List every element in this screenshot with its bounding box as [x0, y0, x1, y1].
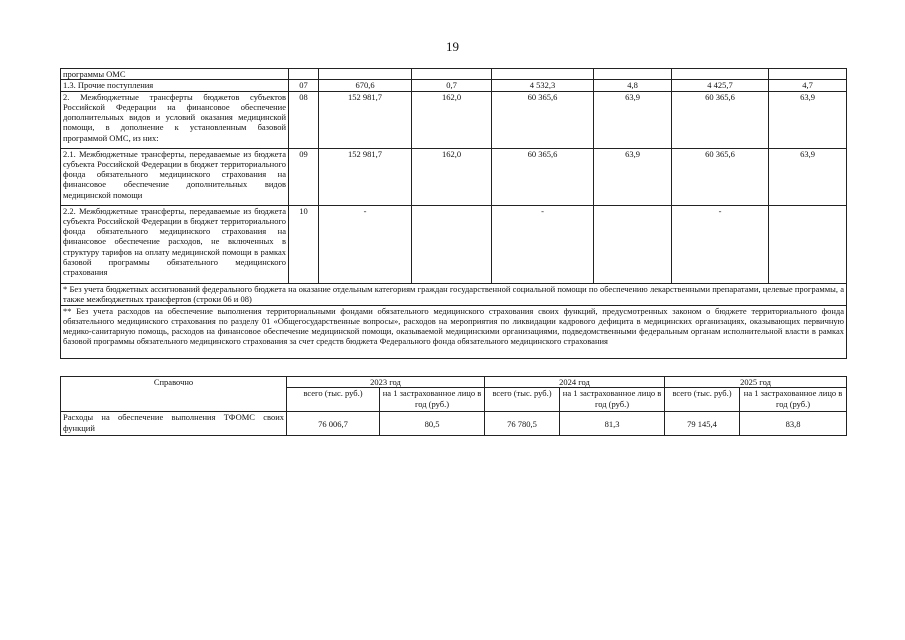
- value-cell: 152 981,7: [319, 91, 412, 148]
- value-cell: [319, 69, 412, 80]
- value-cell: [769, 69, 847, 80]
- value-cell: 79 145,4: [665, 412, 740, 436]
- row-label: 2. Межбюджетные трансферты бюджетов субъектов Российской Федерации на финансовое обеспечение дополнительных видов и условий оказания медицинской помощи, в дополнение к установленным базовой программой ОМС, из них:: [61, 91, 289, 148]
- column-header: всего (тыс. руб.): [665, 388, 740, 412]
- table-header-row: [61, 377, 847, 388]
- value-cell: -: [492, 205, 594, 283]
- value-cell: 60 365,6: [492, 148, 594, 205]
- row-label: Расходы на обеспечение выполнения ТФОМС своих функций: [61, 412, 287, 436]
- value-cell: 60 365,6: [492, 91, 594, 148]
- value-cell: [672, 69, 769, 80]
- table-row: [61, 91, 847, 148]
- footnote-row: [61, 283, 847, 305]
- column-header: всего (тыс. руб.): [485, 388, 560, 412]
- row-code: 08: [289, 91, 319, 148]
- value-cell: [594, 205, 672, 283]
- table-row: [61, 148, 847, 205]
- value-cell: 60 365,6: [672, 148, 769, 205]
- value-cell: -: [672, 205, 769, 283]
- value-cell: 60 365,6: [672, 91, 769, 148]
- value-cell: [594, 69, 672, 80]
- value-cell: 80,5: [380, 412, 485, 436]
- value-cell: [769, 205, 847, 283]
- reference-table: [60, 376, 847, 436]
- value-cell: 4 532,3: [492, 80, 594, 91]
- column-header: на 1 застрахованное лицо в год (руб.): [380, 388, 485, 412]
- page-number: 19: [446, 39, 459, 54]
- value-cell: -: [319, 205, 412, 283]
- row-code: [289, 69, 319, 80]
- reference-label: Справочно: [61, 377, 287, 412]
- value-cell: [412, 205, 492, 283]
- table-row: [61, 205, 847, 283]
- table-row: [61, 80, 847, 91]
- value-cell: 76 780,5: [485, 412, 560, 436]
- year-header: 2024 год: [485, 377, 665, 388]
- value-cell: 162,0: [412, 91, 492, 148]
- value-cell: [492, 69, 594, 80]
- value-cell: [412, 69, 492, 80]
- financing-table: [60, 68, 847, 359]
- column-header: на 1 застрахованное лицо в год (руб.): [740, 388, 847, 412]
- row-label: 2.1. Межбюджетные трансферты, передаваемые из бюджета субъекта Российской Федерации в бюджет территориального фонда обязательного медицинского страхования на финансовое обеспечение дополнительных видов медицинской помощи: [61, 148, 289, 205]
- value-cell: 162,0: [412, 148, 492, 205]
- row-code: 09: [289, 148, 319, 205]
- row-label: 1.3. Прочие поступления: [61, 80, 289, 91]
- value-cell: 76 006,7: [287, 412, 380, 436]
- year-header: 2025 год: [665, 377, 847, 388]
- value-cell: 83,8: [740, 412, 847, 436]
- row-label: 2.2. Межбюджетные трансферты, передаваемые из бюджета субъекта Российской Федерации в бюджет территориального фонда обязательного медицинского страхования на финансовое обеспечение расходов, не включенных в структуру тарифов на оплату медицинской помощи в рамках базовой программы обязательного медицинского страхования: [61, 205, 289, 283]
- value-cell: 63,9: [769, 91, 847, 148]
- value-cell: 81,3: [560, 412, 665, 436]
- row-code: 07: [289, 80, 319, 91]
- value-cell: 670,6: [319, 80, 412, 91]
- value-cell: 4,7: [769, 80, 847, 91]
- value-cell: 0,7: [412, 80, 492, 91]
- column-header: всего (тыс. руб.): [287, 388, 380, 412]
- footnote: ** Без учета расходов на обеспечение выполнения территориальными фондами обязательного медицинского страхования своих функций, предусмотренных законом о бюджете территориального фонда обязательного медицинского страхования по разделу 01 «Общегосударственные вопросы», расходов на мероприятия по ликвидации кадрового дефицита в медицинских организациях, оказывающих первичную медико-санитарную помощь, расходов на финансовое обеспечение медицинской помощи, оказываемой медицинскими организациями, подведомственными федеральным органам исполнительной власти в рамках базовой программы обязательного медицинского страхования за счет средств бюджета Федерального фонда обязательного медицинского страхования: [61, 305, 847, 358]
- column-header: на 1 застрахованное лицо в год (руб.): [560, 388, 665, 412]
- footnote-row: [61, 305, 847, 358]
- value-cell: 152 981,7: [319, 148, 412, 205]
- value-cell: 4,8: [594, 80, 672, 91]
- table-row: [61, 69, 847, 80]
- table-row: [61, 412, 847, 436]
- value-cell: 4 425,7: [672, 80, 769, 91]
- row-label: программы ОМС: [61, 69, 289, 80]
- row-code: 10: [289, 205, 319, 283]
- footnote: * Без учета бюджетных ассигнований федерального бюджета на оказание отдельным категориям граждан государственной социальной помощи по обеспечению лекарственными препаратами, целевые программы, а также межбюджетных трансфертов (строки 06 и 08): [61, 283, 847, 305]
- year-header: 2023 год: [287, 377, 485, 388]
- value-cell: 63,9: [769, 148, 847, 205]
- value-cell: 63,9: [594, 91, 672, 148]
- value-cell: 63,9: [594, 148, 672, 205]
